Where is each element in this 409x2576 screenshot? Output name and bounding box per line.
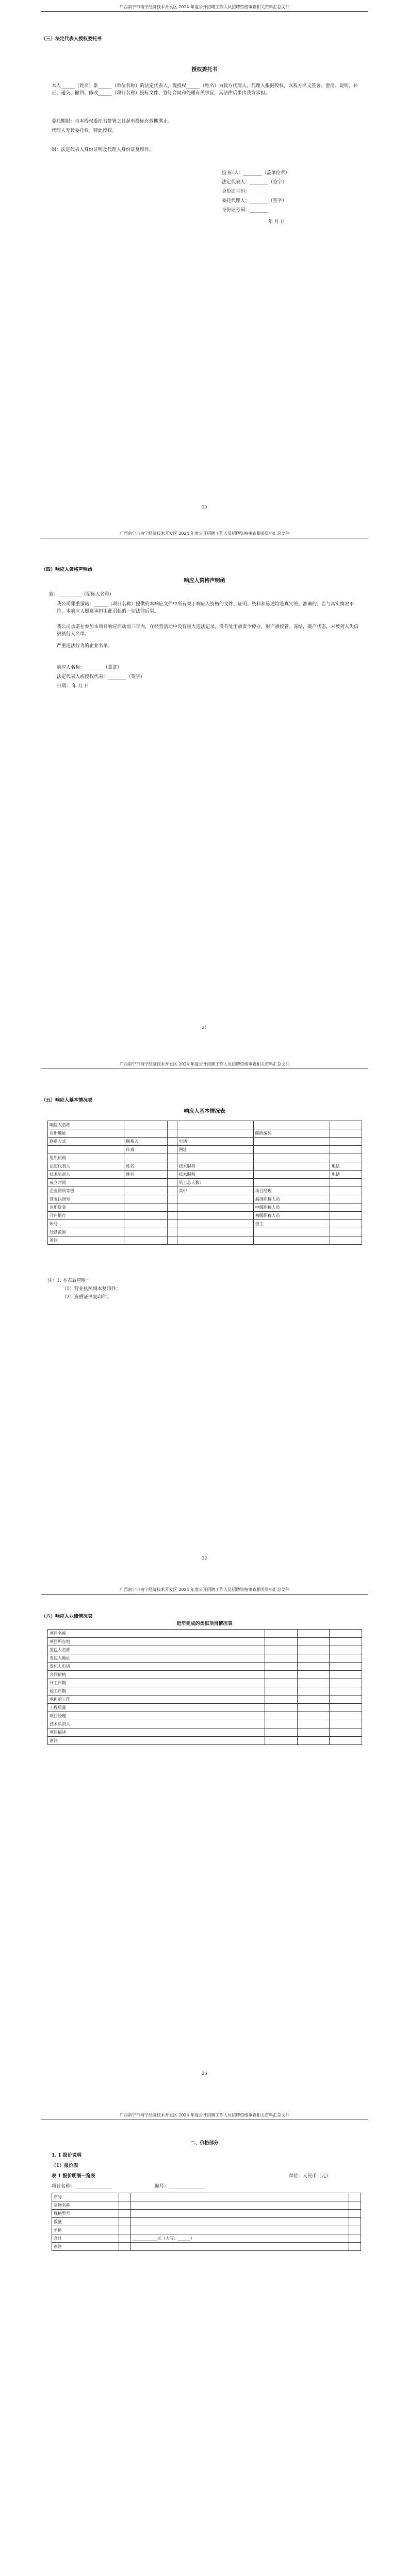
table-cell — [177, 1195, 253, 1204]
table-cell — [131, 2243, 349, 2251]
table-cell: 技术职称 — [177, 1162, 253, 1171]
table-cell — [330, 1212, 362, 1220]
table-cell — [330, 1663, 362, 1671]
table-row — [48, 1162, 362, 1171]
section-heading: （六）响应人业绩情况表 — [41, 1614, 93, 1619]
table-cell: 技术负责人 — [48, 1171, 124, 1179]
table-cell — [330, 1728, 362, 1737]
table-cell: 企业资质等级 — [48, 1187, 124, 1195]
table-row — [48, 1671, 362, 1679]
document-page-1 — [0, 0, 409, 515]
table-cell: 备注 — [52, 2243, 119, 2251]
table-cell — [330, 1671, 362, 1679]
table-cell: 备注 — [48, 1737, 265, 1745]
table-cell — [330, 1187, 362, 1195]
table-cell: 开户银行 — [48, 1212, 124, 1220]
table-cell: 项目所在地 — [48, 1638, 265, 1646]
table-cell: 营业执照号 — [48, 1195, 124, 1204]
table-cell: 成立时间 — [48, 1179, 124, 1187]
running-header: 广西南宁市南宁经济技术开发区 2024 年度公开招聘工作人员招聘资格审查相关资料汇总文件 — [41, 1587, 368, 1595]
table-cell: 邮政编码 — [253, 1129, 330, 1138]
table-cell — [265, 1638, 297, 1646]
table-row — [48, 1720, 362, 1728]
table-cell: 初级职称人员 — [253, 1212, 330, 1220]
table-cell — [265, 1696, 297, 1704]
page-title: 授权委托书 — [191, 67, 218, 73]
table-cell — [167, 1228, 177, 1236]
table-cell — [297, 1638, 330, 1646]
subsection-heading: （1）报价表 — [52, 2163, 78, 2168]
table-cell — [265, 1728, 297, 1737]
table-cell: 电话 — [330, 1162, 362, 1171]
table-cell — [253, 1138, 330, 1146]
table-cell: 中级职称人员 — [253, 1204, 330, 1212]
table-cell: 网址 — [177, 1146, 253, 1154]
signature-line: 投 标 人：________（盖单位章） — [222, 171, 290, 176]
page-number: 20 — [202, 505, 207, 510]
table-cell: 响应人名称 — [48, 1121, 124, 1129]
table-cell — [177, 1121, 253, 1129]
table-cell — [253, 1146, 330, 1154]
table-cell — [119, 2243, 130, 2251]
table-cell — [265, 1720, 297, 1728]
table-cell — [124, 1129, 168, 1138]
table-row — [48, 1146, 362, 1154]
table-cell: 姓名 — [124, 1162, 168, 1171]
body-paragraph: 委托期限：自本授权委托书签署之日起至投标有效期满止。 — [52, 119, 173, 124]
table-cell — [177, 1228, 253, 1236]
table-cell — [330, 1679, 362, 1687]
attachment-note: 附：法定代表人身份证明及代理人身份证复印件。 — [52, 147, 154, 152]
table-cell — [167, 1129, 177, 1138]
section-heading: （三）法定代表人授权委托书 — [41, 37, 102, 42]
table-cell — [297, 1687, 330, 1696]
table-cell — [167, 1146, 177, 1154]
document-page-2 — [0, 531, 409, 1046]
table-cell — [131, 2218, 349, 2226]
table-cell — [297, 1663, 330, 1671]
body-paragraph: 严重违法行为的企业名单。 — [57, 643, 113, 649]
table-cell — [131, 2210, 349, 2218]
currency-unit: 单位：人民币（元） — [289, 2174, 331, 2179]
table-cell — [119, 2218, 130, 2226]
section-heading: （五）响应人基本情况表 — [41, 1098, 93, 1103]
table-cell — [330, 1720, 362, 1728]
running-header: 广西南宁市南宁经济技术开发区 2024 年度公开招聘工作人员招聘资格审查相关资料汇总文件 — [41, 1061, 368, 1069]
table-cell — [330, 1121, 362, 1129]
table-cell — [330, 1687, 362, 1696]
table-cell — [119, 2234, 130, 2243]
table-cell — [297, 1728, 330, 1737]
table-cell — [119, 2201, 130, 2210]
table-cell: 员工总人数： — [177, 1179, 253, 1187]
table-cell — [177, 1129, 253, 1138]
table-cell — [297, 1646, 330, 1654]
table-cell — [265, 1646, 297, 1654]
table-cell — [330, 1138, 362, 1146]
body-paragraph: 代理人无转委托权。特此授权。 — [52, 128, 117, 133]
table-row — [48, 1687, 362, 1696]
running-header: 广西南宁市南宁经济技术开发区 2024 年度公开招聘工作人员招聘资格审查相关资料汇总文件 — [41, 4, 368, 12]
table-title: 表 1 报价明细一览表 — [52, 2174, 95, 2179]
table-cell: 姓名 — [124, 1171, 168, 1179]
table-cell: 技术职称 — [177, 1171, 253, 1179]
table-cell — [124, 1228, 168, 1236]
table-row — [48, 1663, 362, 1671]
table-cell — [297, 1704, 330, 1712]
table-row — [52, 2243, 361, 2251]
table-title: 近年完成的类似项目情况表 — [176, 1621, 233, 1626]
table-row — [48, 1236, 362, 1245]
table-row — [48, 1187, 362, 1195]
table-cell: 技术负责人 — [48, 1720, 265, 1728]
table-row — [48, 1154, 362, 1162]
table-cell — [330, 1712, 362, 1720]
table-cell — [297, 1696, 330, 1704]
table-row — [48, 1212, 362, 1220]
table-cell — [265, 1679, 297, 1687]
table-cell — [253, 1121, 330, 1129]
table-row — [48, 1712, 362, 1720]
table-cell: 项目名称 — [48, 1630, 265, 1638]
table-cell — [330, 1220, 362, 1228]
table-cell: 联系方式 — [48, 1138, 124, 1146]
page-title: 响应人资格声明函 — [184, 578, 225, 584]
table-cell — [349, 2234, 361, 2243]
signature-line: 响应人名称：________（盖章） — [57, 665, 122, 670]
table-cell — [124, 1195, 168, 1204]
table-cell — [330, 1236, 362, 1245]
table-cell: 规格型号 — [52, 2210, 119, 2218]
table-cell — [119, 2226, 130, 2234]
table-row — [48, 1728, 362, 1737]
table-cell — [330, 1654, 362, 1663]
table-cell — [253, 1171, 330, 1179]
table-cell — [253, 1228, 330, 1236]
table-cell — [297, 1679, 330, 1687]
table-cell: 数量 — [52, 2218, 119, 2226]
table-cell: 注册资金 — [48, 1204, 124, 1212]
table-note: （2）资质证书复印件。 — [62, 1295, 111, 1300]
table-cell: 电话 — [177, 1138, 253, 1146]
table-row — [48, 1179, 362, 1187]
table-cell: 发包人电话 — [48, 1663, 265, 1671]
table-cell — [124, 1121, 168, 1129]
table-cell — [167, 1236, 177, 1245]
table-cell: 技工 — [253, 1220, 330, 1228]
table-cell — [167, 1195, 177, 1204]
table-cell: 工程质量 — [48, 1704, 265, 1712]
table-row — [48, 1630, 362, 1638]
section-heading: （四）响应人资格声明函 — [41, 567, 93, 572]
table-cell: 其中 — [177, 1187, 253, 1195]
signature-line: 身份证号码：________ — [222, 208, 269, 213]
table-cell — [167, 1121, 177, 1129]
running-header: 广西南宁市南宁经济技术开发区 2024 年度公开招聘工作人员招聘资格审查相关资料汇总文件 — [41, 531, 368, 538]
signature-line: 法定代表人或授权代表：________（签字） — [57, 674, 145, 680]
table-cell — [124, 1236, 168, 1245]
table-cell — [167, 1220, 177, 1228]
table-cell — [48, 1146, 124, 1154]
table-cell — [167, 1204, 177, 1212]
table-cell: 注册地址 — [48, 1129, 124, 1138]
page-number: 22 — [202, 1556, 207, 1561]
table-cell — [349, 2226, 361, 2234]
table-row — [52, 2193, 361, 2201]
table-cell: 法定代表人 — [48, 1162, 124, 1171]
table-cell — [167, 1154, 177, 1162]
table-note: 注：1. 本表后应附： — [47, 1278, 91, 1283]
table-cell — [265, 1663, 297, 1671]
table-cell: 项目描述 — [48, 1728, 265, 1737]
table-row — [48, 1737, 362, 1745]
document-page-5 — [0, 2112, 409, 2576]
table-row — [52, 2226, 361, 2234]
table-cell — [119, 2193, 130, 2201]
table-cell — [297, 1712, 330, 1720]
body-paragraph: 本人______（姓名）系______（单位名称）的法定代表人，现授权______（姓名）为我方代理人，代理人根据授权，以我方名义签署、澄清、说明、补正、递交、撤回、修改______（项目名称）投标文件、签订合同和处理有关事宜，其法律后果由我方承担。 — [52, 83, 358, 96]
info-table — [47, 1121, 362, 1245]
document-page-4 — [0, 1587, 409, 2102]
table-cell — [265, 1712, 297, 1720]
table-row — [48, 1121, 362, 1129]
table-cell — [253, 1179, 330, 1187]
date-line: 日期： 年 月 日 — [57, 684, 89, 689]
page-number: 21 — [202, 1025, 207, 1030]
table-cell: 合同价格 — [48, 1671, 265, 1679]
table-row — [48, 1638, 362, 1646]
table-cell — [167, 1138, 177, 1146]
table-cell — [297, 1630, 330, 1638]
table-cell — [330, 1696, 362, 1704]
table-row — [48, 1654, 362, 1663]
table-row — [48, 1696, 362, 1704]
table-cell — [265, 1654, 297, 1663]
table-row — [48, 1195, 362, 1204]
table-cell — [349, 2218, 361, 2226]
table-cell: 竣工日期 — [48, 1687, 265, 1696]
table-cell — [167, 1171, 177, 1179]
table-note: （1）营业执照副本复印件； — [62, 1286, 121, 1292]
table-cell — [253, 1154, 330, 1162]
table-cell — [330, 1646, 362, 1654]
table-cell — [265, 1737, 297, 1745]
table-cell — [265, 1687, 297, 1696]
table-cell — [253, 1236, 330, 1245]
table-cell — [167, 1162, 177, 1171]
table-row — [48, 1204, 362, 1212]
table-cell — [124, 1187, 168, 1195]
table-cell: 开工日期 — [48, 1679, 265, 1687]
table-row — [52, 2218, 361, 2226]
table-cell: 联系人 — [124, 1138, 168, 1146]
body-paragraph: 我公司郑重承诺：______（项目名称）提供的本响应文件中所有关于响应人资格的文件、证明、资料和陈述均是真实的、准确的。若与真实情况不符，本响应人愿意承担由此引起的一切法律后果。 — [57, 602, 354, 614]
table-cell: 单价 — [52, 2226, 119, 2234]
table-cell — [253, 1162, 330, 1171]
table-cell — [330, 1179, 362, 1187]
performance-table — [47, 1629, 362, 1745]
running-header: 广西南宁市南宁经济技术开发区 2024 年度公开招聘工作人员招聘资格审查相关资料汇总文件 — [41, 2112, 368, 2120]
part-heading: 二、价格部分 — [190, 2141, 219, 2146]
table-cell: 货物名称 — [52, 2201, 119, 2210]
table-row — [48, 1228, 362, 1236]
table-cell — [177, 1212, 253, 1220]
table-cell — [167, 1179, 177, 1187]
table-row — [48, 1138, 362, 1146]
table-cell — [297, 1737, 330, 1745]
table-cell — [330, 1704, 362, 1712]
table-cell — [349, 2243, 361, 2251]
page-number: 23 — [202, 2071, 207, 2076]
table-cell: ____________元（大写：______） — [131, 2234, 349, 2243]
table-cell — [177, 1154, 253, 1162]
table-cell: 账号 — [48, 1220, 124, 1228]
table-cell — [330, 1129, 362, 1138]
table-cell: 组织机构 — [48, 1154, 124, 1162]
table-cell — [349, 2193, 361, 2201]
table-cell — [124, 1212, 168, 1220]
table-row — [52, 2201, 361, 2210]
table-cell — [119, 2210, 130, 2218]
table-cell — [131, 2201, 349, 2210]
table-cell — [124, 1179, 168, 1187]
table-cell — [265, 1630, 297, 1638]
table-cell — [124, 1220, 168, 1228]
table-cell: 项目经理 — [253, 1187, 330, 1195]
table-cell: 电话 — [330, 1171, 362, 1179]
table-cell — [330, 1204, 362, 1212]
table-cell — [167, 1212, 177, 1220]
table-cell: 传真 — [124, 1146, 168, 1154]
signature-line: 身份证号码：________ — [222, 189, 269, 194]
table-cell: 经营范围 — [48, 1228, 124, 1236]
table-cell — [131, 2226, 349, 2234]
date-line: 年 月 日 — [268, 219, 285, 225]
quote-table — [52, 2193, 361, 2251]
table-cell — [349, 2210, 361, 2218]
signature-line: 委托代理人：________（签字） — [222, 198, 287, 204]
table-cell: 发包人地址 — [48, 1654, 265, 1663]
signature-line: 法定代表人：________（签字） — [222, 180, 287, 185]
table-cell — [297, 1671, 330, 1679]
table-cell: 发包人名称 — [48, 1646, 265, 1654]
subsection-heading: 1. 1 报价说明 — [52, 2153, 81, 2158]
table-cell — [330, 1638, 362, 1646]
table-cell — [330, 1630, 362, 1638]
table-row — [48, 1704, 362, 1712]
table-cell — [177, 1204, 253, 1212]
addressee: 致：__________（招标人名称） — [49, 592, 114, 597]
table-cell — [297, 1654, 330, 1663]
table-cell: 合计 — [52, 2234, 119, 2243]
body-paragraph: 我公司承诺在参加本项目响应活动前三年内，在经营活动中没有重大违法记录，没有处于被责令停业，财产被接管、冻结，破产状态，未被列入失信被执行人名单。 — [57, 624, 359, 637]
table-cell — [131, 2193, 349, 2201]
table-cell — [124, 1204, 168, 1212]
table-cell — [265, 1704, 297, 1712]
table-cell — [177, 1236, 253, 1245]
table-row — [52, 2234, 361, 2243]
table-cell — [330, 1195, 362, 1204]
table-row — [48, 1220, 362, 1228]
table-cell — [330, 1146, 362, 1154]
meta-project: 项目名称：________________ — [52, 2184, 112, 2189]
table-cell — [330, 1154, 362, 1162]
table-cell — [265, 1671, 297, 1679]
table-cell — [349, 2201, 361, 2210]
table-cell — [177, 1220, 253, 1228]
table-cell — [124, 1154, 168, 1162]
table-cell — [330, 1228, 362, 1236]
document-page-3 — [0, 1061, 409, 1577]
table-row — [48, 1129, 362, 1138]
table-cell: 序号 — [52, 2193, 119, 2201]
meta-number: 编号：________________ — [155, 2184, 206, 2189]
table-cell: 承担的工作 — [48, 1696, 265, 1704]
table-row — [48, 1646, 362, 1654]
table-title: 响应人基本情况表 — [184, 1109, 225, 1114]
table-cell: 高级职称人员 — [253, 1195, 330, 1204]
table-cell — [167, 1187, 177, 1195]
table-row — [48, 1679, 362, 1687]
table-row — [48, 1171, 362, 1179]
table-cell — [330, 1737, 362, 1745]
table-row — [52, 2210, 361, 2218]
table-cell — [297, 1720, 330, 1728]
table-cell: 备注 — [48, 1236, 124, 1245]
table-cell: 项目经理 — [48, 1712, 265, 1720]
